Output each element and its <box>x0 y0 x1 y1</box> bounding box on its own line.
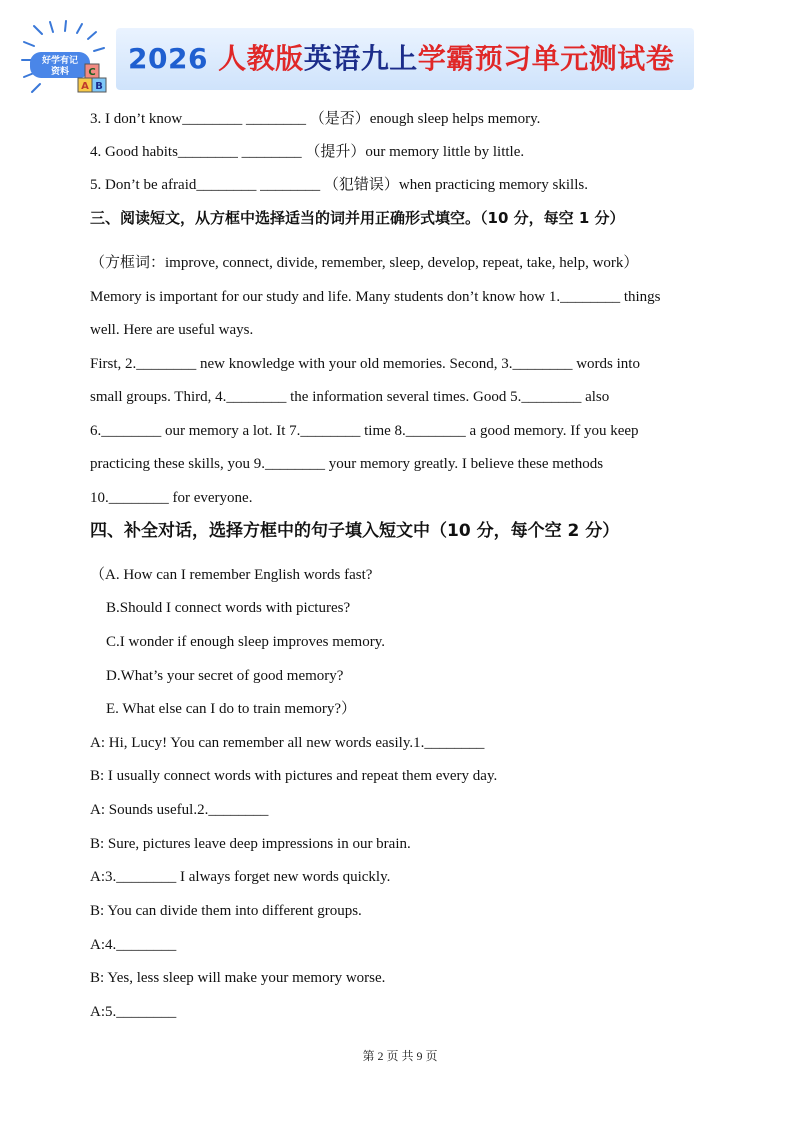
section-heading-3: 三、阅读短文，从方框中选择适当的词并用正确形式填空。（10 分，每空 1 分） <box>90 209 625 227</box>
option-line: E. What else can I do to train memory?） <box>106 701 357 717</box>
title-subject: 英语九上 <box>303 42 418 75</box>
badge-text-top: 好学有记 <box>41 56 79 66</box>
title-test-name: 学霸预习单元测试卷 <box>417 42 675 75</box>
passage-line: well. Here are useful ways. <box>90 322 254 338</box>
block-b-icon: B <box>95 81 103 92</box>
passage-line: small groups. Third, 4.________ the information several times. Good 5.________ also <box>90 389 610 405</box>
option-line: （A. How can I remember English words fast? <box>90 567 373 583</box>
option-line: C.I wonder if enough sleep improves memory. <box>106 634 385 650</box>
section-heading-4: 四、补全对话，选择方框中的句子填入短文中（10 分，每个空 2 分） <box>90 521 620 541</box>
title-edition: 人教版 <box>207 42 304 75</box>
option-line: D.What’s your secret of good memory? <box>106 668 344 684</box>
question-line: 4. Good habits________ ________ （提升）our memory little by little. <box>90 144 525 160</box>
dialogue-line: B: You can divide them into different groups. <box>90 903 362 919</box>
passage-line: Memory is important for our study and life. Many students don’t know how 1.________ things <box>90 289 661 305</box>
title-year: 2026 <box>128 42 208 75</box>
dialogue-line: B: Yes, less sleep will make your memory worse. <box>90 970 386 986</box>
header-banner <box>20 20 700 100</box>
passage-line: 10.________ for everyone. <box>90 490 253 506</box>
question-line: 5. Don’t be afraid________ ________ （犯错误）when practicing memory skills. <box>90 177 588 193</box>
badge-text-bottom: 资料 <box>50 67 70 77</box>
dialogue-line: A:3.________ I always forget new words quickly. <box>90 869 391 885</box>
option-line: B.Should I connect words with pictures? <box>106 600 351 616</box>
page-number: 第 2 页 共 9 页 <box>362 1049 438 1063</box>
block-c-icon: C <box>88 67 96 78</box>
page-title <box>128 34 674 84</box>
dialogue-line: B: I usually connect words with pictures and repeat them every day. <box>90 768 498 784</box>
question-line: 3. I don’t know________ ________ （是否）enough sleep helps memory. <box>90 111 541 127</box>
dialogue-line: B: Sure, pictures leave deep impressions in our brain. <box>90 836 411 852</box>
publisher-logo <box>20 20 116 100</box>
dialogue-line: A:5.________ <box>90 1004 177 1020</box>
dialogue-line: A:4.________ <box>90 937 177 953</box>
block-a-icon: A <box>81 81 89 92</box>
passage-line: practicing these skills, you 9.________ your memory greatly. I believe these methods <box>90 456 604 472</box>
passage-line: First, 2.________ new knowledge with your old memories. Second, 3.________ words into <box>90 356 640 372</box>
word-box: （方框词：improve, connect, divide, remember, sleep, develop, repeat, take, help, work） <box>90 255 639 271</box>
dialogue-line: A: Hi, Lucy! You can remember all new words easily.1.________ <box>90 735 485 751</box>
passage-line: 6.________ our memory a lot. It 7.________ time 8.________ a good memory. If you keep <box>90 423 639 439</box>
dialogue-line: A: Sounds useful.2.________ <box>90 802 269 818</box>
